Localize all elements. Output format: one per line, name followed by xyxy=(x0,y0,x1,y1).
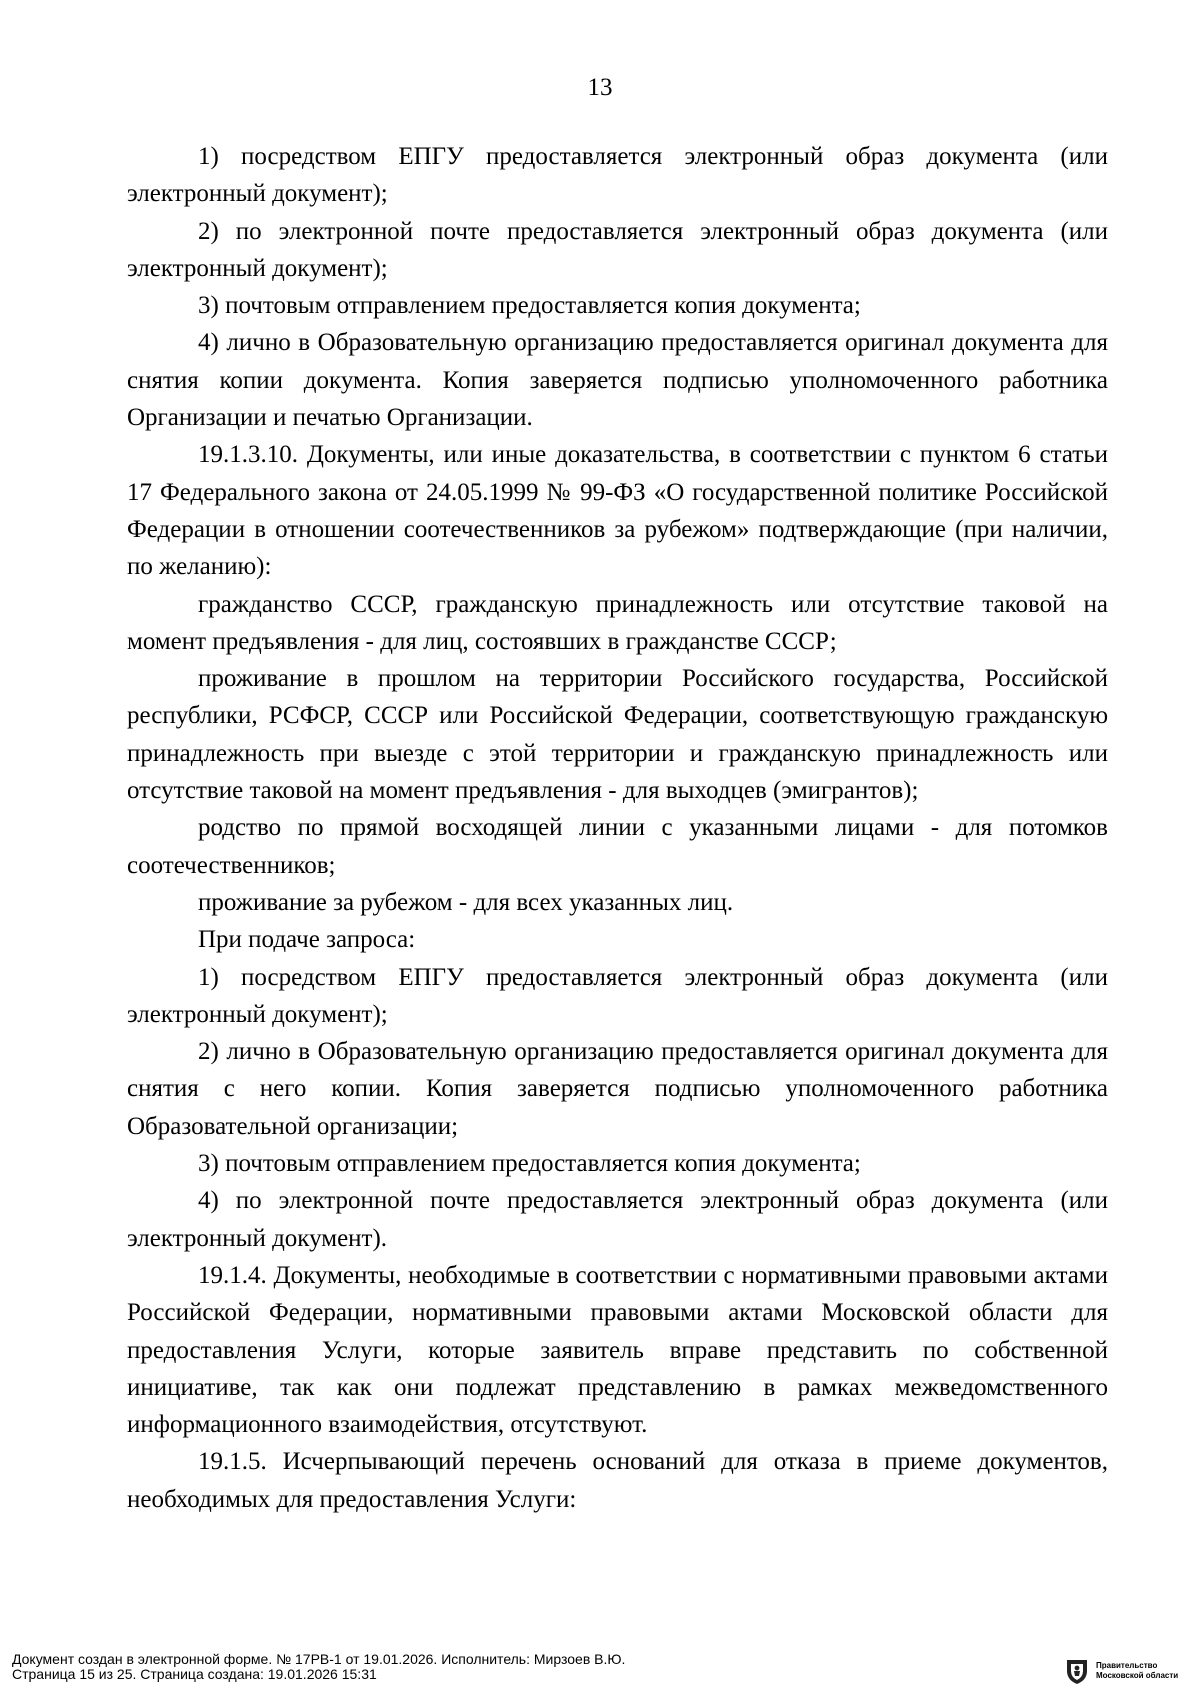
paragraph: 1) посредством ЕПГУ предоставляется электронный образ документа (или электронный документ); xyxy=(127,963,1108,1028)
logo-line-2: Московской области xyxy=(1096,1671,1179,1680)
paragraph: родство по прямой восходящей линии с указанными лицами - для потомков соотечественников; xyxy=(127,814,1108,879)
paragraph: 19.1.4. Документы, необходимые в соответствии с нормативными правовыми актами Российской Федерации, нормативными правовыми актами Московской области для предоставления Услуги, которые заявитель вправе представить по собственной инициативе, так как они подлежат представлению в рамках межведомственного информационного взаимодействия, отсутствуют. xyxy=(127,1261,1108,1439)
paragraph: 19.1.5. Исчерпывающий перечень оснований для отказа в приеме документов, необходимых для предоставления Услуги: xyxy=(127,1448,1108,1513)
paragraph: 3) почтовым отправлением предоставляется копия документа; xyxy=(198,1150,861,1178)
footer-page-info: Страница 15 из 25. Страница создана: 19.01.2026 15:31 xyxy=(12,1666,377,1682)
paragraph: 3) почтовым отправлением предоставляется копия документа; xyxy=(198,292,861,320)
paragraph: проживание в прошлом на территории Российского государства, Российской республики, РСФСР, СССР или Российской Федерации, соответствующую гражданскую принадлежность при выезде с этой территории и гражданскую принадлежность или отсутствие таковой на момент предъявления - для выходцев (эмигрантов); xyxy=(127,665,1108,805)
paragraph: проживание за рубежом - для всех указанных лиц. xyxy=(198,888,734,916)
document-body xyxy=(127,138,1108,1518)
footer-document-info: Документ создан в электронной форме. № 17РВ-1 от 19.01.2026. Исполнитель: Мирзоев В.Ю. xyxy=(12,1651,626,1667)
logo-line-1: Правительство xyxy=(1096,1661,1158,1670)
paragraph: гражданство СССР, гражданскую принадлежность или отсутствие таковой на момент предъявления - для лиц, состоявших в гражданстве СССР; xyxy=(127,590,1108,655)
government-logo xyxy=(1064,1656,1192,1686)
paragraph: 1) посредством ЕПГУ предоставляется электронный образ документа (или электронный документ); xyxy=(127,143,1108,208)
paragraph: 19.1.3.10. Документы, или иные доказательства, в соответствии с пунктом 6 статьи 17 Федерального закона от 24.05.1999 № 99-ФЗ «О государственной политике Российской Федерации в отношении соотечественников за рубежом» подтверждающие (при наличии, по желанию): xyxy=(127,441,1108,581)
page-number: 13 xyxy=(587,74,613,101)
paragraph: 2) по электронной почте предоставляется электронный образ документа (или электронный документ); xyxy=(127,217,1108,282)
paragraph: 4) лично в Образовательную организацию предоставляется оригинал документа для снятия копии документа. Копия заверяется подписью уполномоченного работника Организации и печатью Организации. xyxy=(127,329,1108,432)
electronic-document-footer xyxy=(12,1652,912,1682)
paragraph: 2) лично в Образовательную организацию предоставляется оригинал документа для снятия с него копии. Копия заверяется подписью уполномоченного работника Образовательной организации; xyxy=(127,1038,1108,1140)
paragraph: При подаче запроса: xyxy=(198,926,416,954)
coat-of-arms-icon xyxy=(1064,1657,1090,1685)
paragraph: 4) по электронной почте предоставляется электронный образ документа (или электронный документ). xyxy=(127,1187,1108,1252)
